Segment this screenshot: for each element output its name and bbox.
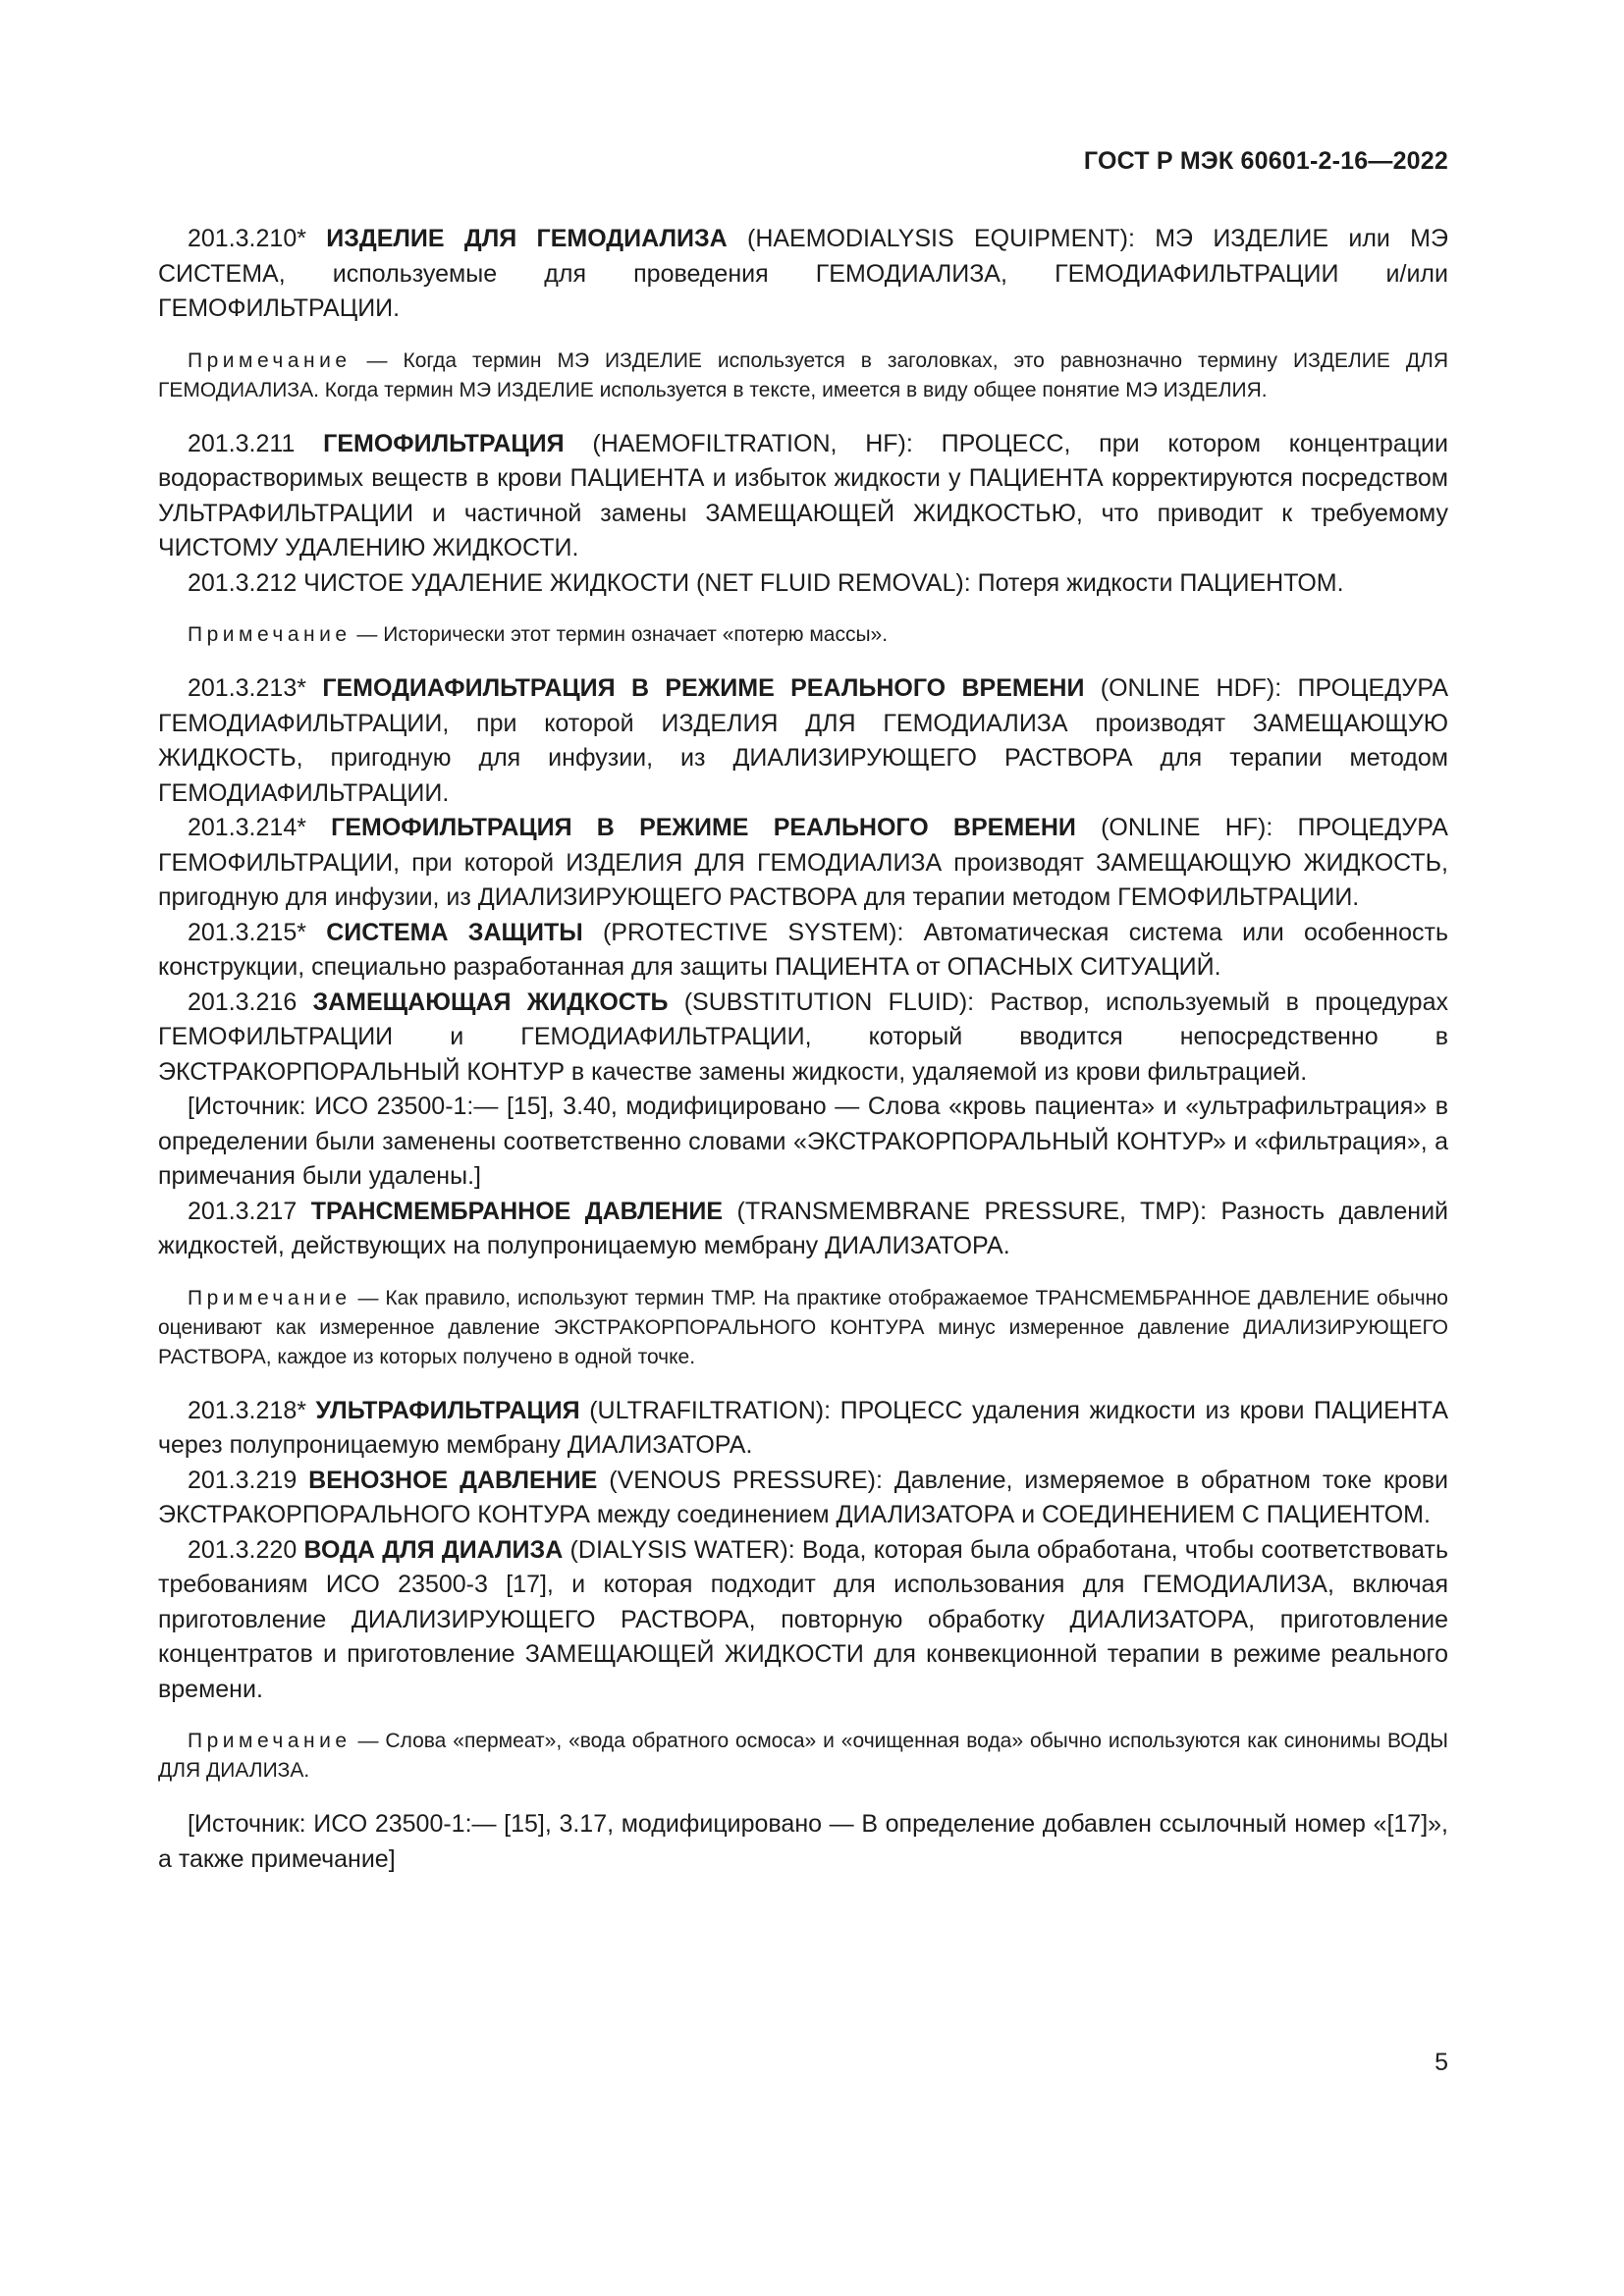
term-201-3-210: 201.3.210* ИЗДЕЛИЕ ДЛЯ ГЕМОДИАЛИЗА (HAEMODIALYSIS EQUIPMENT): МЭ ИЗДЕЛИЕ или МЭ СИСТЕМА, используемые для проведения ГЕМОДИАЛИЗА, ГЕМОДИАФИЛЬТРАЦИИ и/или ГЕМОФИЛЬТРАЦИИ.: [158, 225, 1448, 322]
note-201-3-220: Примечание — Слова «пермеат», «вода обратного осмоса» и «очищенная вода» обычно используются как синонимы ВОДЫ ДЛЯ ДИАЛИЗА.: [158, 1730, 1448, 1782]
term-name: ИЗДЕЛИЕ ДЛЯ ГЕМОДИАЛИЗА: [326, 225, 728, 252]
document-body: [158, 222, 1448, 1877]
note-label: Примечание: [188, 623, 352, 646]
note-201-3-217: Примечание — Как правило, используют термин ТМР. На практике отображаемое ТРАНСМЕМБРАННОЕ ДАВЛЕНИЕ обычно оценивают как измеренное давление ЭКСТРАКОРПОРАЛЬНОГО КОНТУРА минус измеренное давление ДИАЛИЗИРУЮЩЕГО РАСТВОРА, каждое из которых получено в одной точке.: [158, 1286, 1448, 1368]
term-201-3-211: 201.3.211 ГЕМОФИЛЬТРАЦИЯ (HAEMOFILTRATION, HF): ПРОЦЕСС, при котором концентрации водорастворимых веществ в крови ПАЦИЕНТА и избыток жидкости у ПАЦИЕНТА корректируются посредством УЛЬТРАФИЛЬТРАЦИИ и частичной замены ЗАМЕЩАЮЩЕЙ ЖИДКОСТЬЮ, что приводит к требуемому ЧИСТОМУ УДАЛЕНИЮ ЖИДКОСТИ.: [158, 429, 1448, 561]
term-name: СИСТЕМА ЗАЩИТЫ: [326, 918, 583, 946]
source-201-3-216: [Источник: ИСО 23500-1:— [15], 3.40, модифицировано — Слова «кровь пациента» и «ультрафильтрация» в определении были заменены соответственно словами «ЭКСТРАКОРПОРАЛЬНЫЙ КОНТУР» и «фильтрация», а примечания были удалены.]: [158, 1093, 1448, 1190]
term-201-3-214: 201.3.214* ГЕМОФИЛЬТРАЦИЯ В РЕЖИМЕ РЕАЛЬНОГО ВРЕМЕНИ (ONLINE HF): ПРОЦЕДУРА ГЕМОФИЛЬТРАЦИИ, при которой ИЗДЕЛИЯ ДЛЯ ГЕМОДИАЛИЗА производят ЗАМЕЩАЮЩУЮ ЖИДКОСТЬ, пригодную для инфузии, из ДИАЛИЗИРУЮЩЕГО РАСТВОРА для терапии методом ГЕМОФИЛЬТРАЦИИ.: [158, 814, 1448, 911]
page-number: 5: [1435, 2049, 1448, 2076]
term-name: ГЕМОФИЛЬТРАЦИЯ В РЕЖИМЕ РЕАЛЬНОГО ВРЕМЕНИ: [331, 814, 1076, 841]
term-201-3-212: 201.3.212 ЧИСТОЕ УДАЛЕНИЕ ЖИДКОСТИ (NET FLUID REMOVAL): Потеря жидкости ПАЦИЕНТОМ.: [188, 568, 1344, 597]
term-name: ГЕМОДИАФИЛЬТРАЦИЯ В РЕЖИМЕ РЕАЛЬНОГО ВРЕМЕНИ: [322, 674, 1085, 702]
term-201-3-220: 201.3.220 ВОДА ДЛЯ ДИАЛИЗА (DIALYSIS WATER): Вода, которая была обработана, чтобы соответствовать требованиям ИСО 23500-3 [17], и которая подходит для использования для ГЕМОДИАЛИЗА, включая приготовление ДИАЛИЗИРУЮЩЕГО РАСТВОРА, повторную обработку ДИАЛИЗАТОРА, приготовление концентратов и приготовление ЗАМЕЩАЮЩЕЙ ЖИДКОСТИ для конвекционной терапии в режиме реального времени.: [158, 1535, 1448, 1703]
note-label: Примечание: [188, 348, 352, 372]
note-201-3-212: Примечание — Исторически этот термин означает «потерю массы».: [188, 623, 889, 646]
term-201-3-218: 201.3.218* УЛЬТРАФИЛЬТРАЦИЯ (ULTRAFILTRATION): ПРОЦЕСС удаления жидкости из крови ПАЦИЕНТА через полупроницаемую мембрану ДИАЛИЗАТОРА.: [158, 1396, 1448, 1459]
term-name: ВОДА ДЛЯ ДИАЛИЗА: [303, 1535, 564, 1564]
term-201-3-219: 201.3.219 ВЕНОЗНОЕ ДАВЛЕНИЕ (VENOUS PRESSURE): Давление, измеряемое в обратном токе крови ЭКСТРАКОРПОРАЛЬНОГО КОНТУРА между соединением ДИАЛИЗАТОРА и СОЕДИНЕНИЕМ С ПАЦИЕНТОМ.: [158, 1466, 1448, 1528]
standard-header: ГОСТ Р МЭК 60601-2-16—2022: [1083, 147, 1448, 175]
source-201-3-220: [Источник: ИСО 23500-1:— [15], 3.17, модифицировано — В определение добавлен ссылочный номер «[17]», а также примечание]: [158, 1810, 1448, 1873]
note-label: Примечание: [188, 1730, 352, 1752]
term-name: ВЕНОЗНОЕ ДАВЛЕНИЕ: [308, 1466, 598, 1494]
term-201-3-216: 201.3.216 ЗАМЕЩАЮЩАЯ ЖИДКОСТЬ (SUBSTITUTION FLUID): Раствор, используемый в процедурах ГЕМОФИЛЬТРАЦИИ и ГЕМОДИАФИЛЬТРАЦИИ, который вводится непосредственно в ЭКСТРАКОРПОРАЛЬНЫЙ КОНТУР в качестве замены жидкости, удаляемой из крови фильтрацией.: [158, 988, 1448, 1086]
term-201-3-213: 201.3.213* ГЕМОДИАФИЛЬТРАЦИЯ В РЕЖИМЕ РЕАЛЬНОГО ВРЕМЕНИ (ONLINE HDF): ПРОЦЕДУРА ГЕМОДИАФИЛЬТРАЦИИ, при которой ИЗДЕЛИЯ ДЛЯ ГЕМОДИАЛИЗА производят ЗАМЕЩАЮЩУЮ ЖИДКОСТЬ, пригодную для инфузии, из ДИАЛИЗИРУЮЩЕГО РАСТВОРА для терапии методом ГЕМОДИАФИЛЬТРАЦИИ.: [158, 674, 1448, 807]
term-201-3-215: 201.3.215* СИСТЕМА ЗАЩИТЫ (PROTECTIVE SYSTEM): Автоматическая система или особенность конструкции, специально разработанная для защиты ПАЦИЕНТА от ОПАСНЫХ СИТУАЦИЙ.: [158, 918, 1448, 981]
term-201-3-217: 201.3.217 ТРАНСМЕМБРАННОЕ ДАВЛЕНИЕ (TRANSMEMBRANE PRESSURE, TMP): Разность давлений жидкостей, действующих на полупроницаемую мембрану ДИАЛИЗАТОРА.: [158, 1197, 1449, 1259]
term-name: УЛЬТРАФИЛЬТРАЦИЯ: [315, 1396, 580, 1424]
note-label: Примечание: [188, 1286, 352, 1309]
term-name: ТРАНСМЕМБРАННОЕ ДАВЛЕНИЕ: [310, 1197, 724, 1225]
note-201-3-210: Примечание — Когда термин МЭ ИЗДЕЛИЕ используется в заголовках, это равнозначно термину ИЗДЕЛИЕ ДЛЯ ГЕМОДИАЛИЗА. Когда термин МЭ ИЗДЕЛИЕ используется в тексте, имеется в виду общее понятие МЭ ИЗДЕЛИЯ.: [158, 348, 1448, 401]
term-name: ГЕМОФИЛЬТРАЦИЯ: [323, 429, 565, 457]
term-name: ЗАМЕЩАЮЩАЯ ЖИДКОСТЬ: [312, 988, 669, 1016]
